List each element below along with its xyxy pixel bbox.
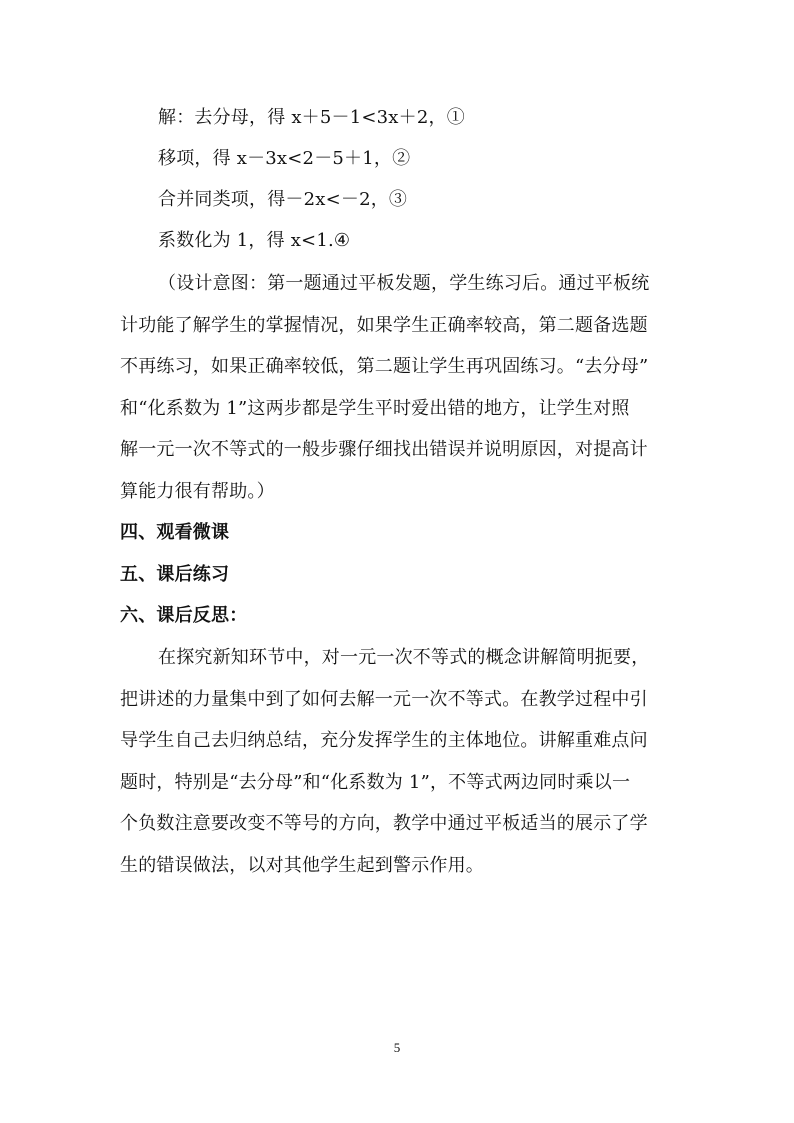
section-heading-four: 四、观看微课 — [120, 522, 230, 543]
design-note-line-2: 计功能了解学生的掌握情况，如果学生正确率较高，第二题备选题 — [120, 315, 648, 336]
reflection-line-4: 题时，特别是“去分母”和“化系数为 1”，不等式两边同时乘以一 — [120, 772, 631, 793]
reflection-line-3: 导学生自己去归纳总结，充分发挥学生的主体地位。讲解重难点问 — [120, 730, 648, 751]
section-heading-five: 五、课后练习 — [120, 564, 230, 585]
reflection-line-2: 把讲述的力量集中到了如何去解一元一次不等式。在教学过程中引 — [120, 689, 648, 710]
section-heading-six: 六、课后反思： — [120, 605, 248, 626]
design-note-line-4: 和“化系数为 1”这两步都是学生平时爱出错的地方，让学生对照 — [120, 398, 630, 419]
page-number: 5 — [393, 1040, 401, 1055]
solution-step-3: 合并同类项，得－2x<－2，③ — [158, 189, 408, 210]
reflection-line-5: 个负数注意要改变不等号的方向，教学中通过平板适当的展示了学 — [120, 813, 648, 834]
reflection-line-6: 生的错误做法，以对其他学生起到警示作用。 — [120, 855, 484, 876]
solution-step-4: 系数化为 1，得 x<1.④ — [158, 230, 351, 251]
design-note-line-5: 解一元一次不等式的一般步骤仔细找出错误并说明原因，对提高计 — [120, 439, 648, 460]
design-note-line-6: 算能力很有帮助。） — [120, 481, 275, 502]
solution-step-1: 解：去分母，得 x＋5－1<3x＋2，① — [158, 107, 465, 128]
design-note-line-3: 不再练习，如果正确率较低，第二题让学生再巩固练习。“去分母” — [120, 356, 649, 377]
solution-step-2: 移项，得 x－3x<2－5＋1，② — [158, 148, 411, 169]
reflection-line-1: 在探究新知环节中，对一元一次不等式的概念讲解简明扼要， — [158, 647, 650, 668]
design-note-line-1: （设计意图：第一题通过平板发题，学生练习后。通过平板统 — [158, 273, 650, 294]
